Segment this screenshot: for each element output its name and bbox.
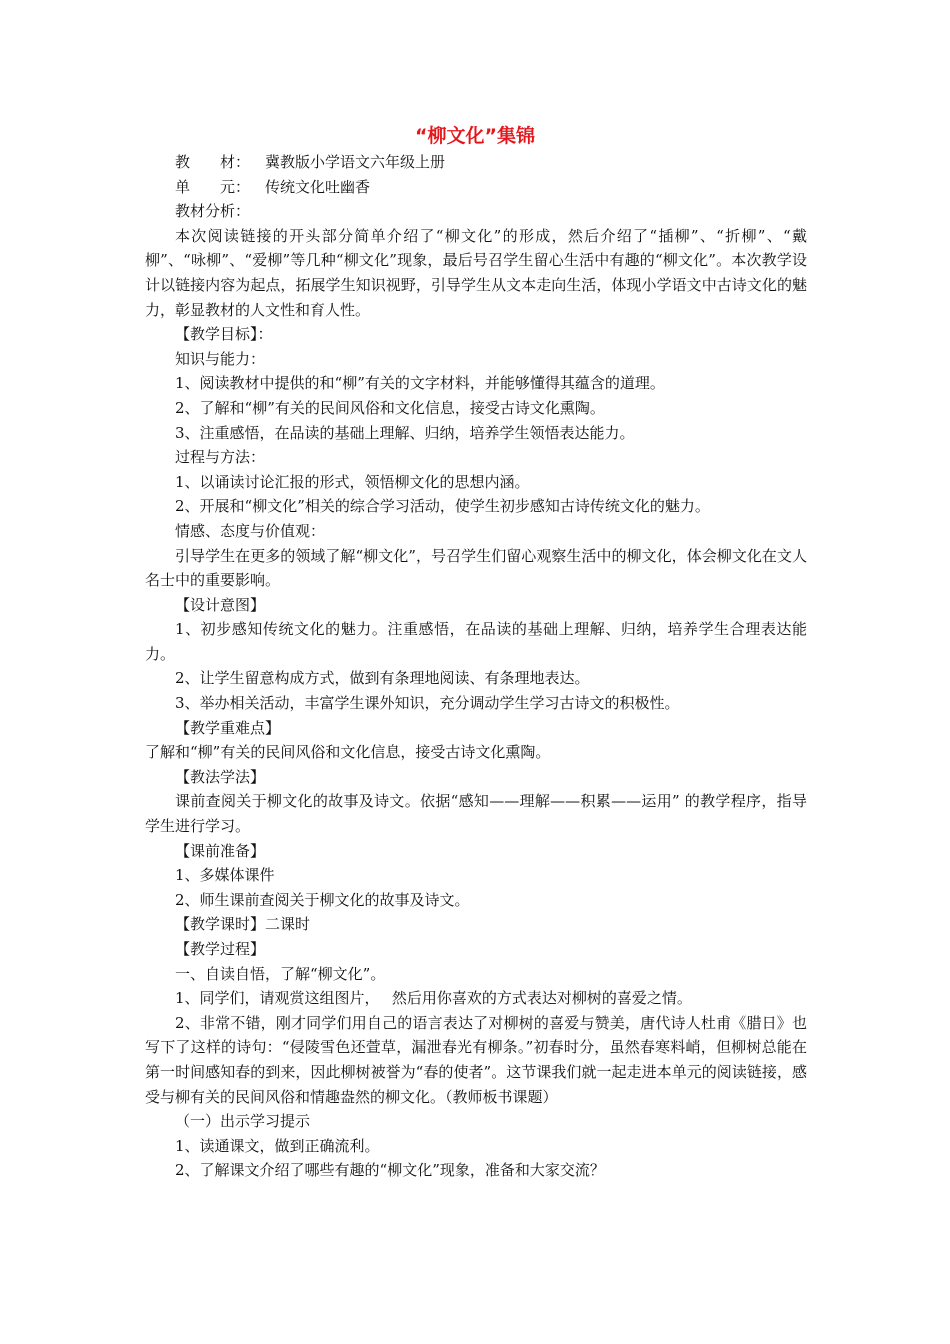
paragraph: 2、非常不错，刚才同学们用自己的语言表达了对柳树的喜爱与赞美，唐代诗人杜甫《腊日》也写下了这样的诗句：“侵陵雪色还萱草，漏泄春光有柳条。”初春时分，虽然春寒料峭，但柳树总能在第一时间感知春的到来，因此柳树被誉为“春的使者”。这节课我们就一起走进本单元的阅读链接，感受与柳有关的民间风俗和情趣盎然的柳文化。（教师板书课题） [145, 1013, 807, 1106]
meta-textbook-value: 冀教版小学语文六年级上册 [265, 153, 446, 171]
paragraph: 3、举办相关活动，丰富学生课外知识，充分调动学生学习古诗文的积极性。 [175, 694, 680, 713]
paragraph: 2、开展和“柳文化”相关的综合学习活动，使学生初步感知古诗传统文化的魅力。 [175, 497, 710, 516]
paragraph: 【教学课时】二课时 [175, 915, 311, 934]
paragraph: 知识与能力： [175, 349, 266, 368]
meta-textbook [145, 150, 807, 175]
paragraph: 课前查阅关于柳文化的故事及诗文。依据“感知——理解——积累——运用” 的教学程序，指导学生进行学习。 [145, 792, 807, 836]
paragraph: 引导学生在更多的领域了解“柳文化”，号召学生们留心观察生活中的柳文化，体会柳文化在文人名士中的重要影响。 [145, 546, 807, 590]
meta-unit [145, 175, 807, 200]
paragraph: 【设计意图】 [175, 595, 266, 614]
paragraph: 一、自读自悟，了解“柳文化”。 [175, 964, 386, 983]
paragraph: 1、初步感知传统文化的魅力。注重感悟，在品读的基础上理解、归纳，培养学生合理表达能力。 [145, 620, 807, 663]
paragraph: （一）出示学习提示 [175, 1112, 311, 1131]
paragraph: 【教学目标】： [175, 325, 273, 344]
paragraph: 【教法学法】 [175, 767, 266, 786]
paragraph: 2、师生课前查阅关于柳文化的故事及诗文。 [175, 890, 470, 909]
paragraph: 1、多媒体课件 [175, 866, 275, 885]
paragraph: 1、以诵读讨论汇报的形式，领悟柳文化的思想内涵。 [175, 472, 530, 491]
paragraph: 1、读通课文，做到正确流利。 [175, 1136, 380, 1155]
paragraph: 了解和“柳”有关的民间风俗和文化信息，接受古诗文化熏陶。 [145, 743, 551, 762]
paragraph: 3、注重感悟，在品读的基础上理解、归纳，培养学生领悟表达能力。 [175, 423, 635, 442]
paragraph: 2、了解课文介绍了哪些有趣的“柳文化”现象，准备和大家交流？ [175, 1161, 605, 1180]
meta-unit-label: 单 元： [175, 177, 251, 196]
paragraph-list [145, 199, 807, 1183]
document-body [145, 150, 807, 1183]
paragraph: 2、了解和“柳”有关的民间风俗和文化信息，接受古诗文化熏陶。 [175, 398, 605, 417]
meta-textbook-label: 教 材： [175, 153, 251, 171]
paragraph: 【课前准备】 [175, 841, 266, 860]
paragraph: 【教学重难点】 [175, 718, 281, 737]
paragraph: 过程与方法： [175, 448, 266, 467]
document-title: “柳文化”集锦 [415, 125, 535, 147]
paragraph: 情感、态度与价值观： [175, 521, 326, 540]
meta-unit-value: 传统文化吐幽香 [265, 177, 371, 196]
paragraph: 1、阅读教材中提供的和“柳”有关的文字材料，并能够懂得其蕴含的道理。 [175, 374, 665, 393]
paragraph: 【教学过程】 [175, 940, 266, 958]
paragraph: 教材分析： [175, 202, 251, 221]
paragraph: 1、同学们，请观赏这组图片， 然后用你喜欢的方式表达对柳树的喜爱之情。 [175, 989, 692, 1008]
paragraph: 2、让学生留意构成方式，做到有条理地阅读、有条理地表达。 [175, 669, 590, 688]
paragraph: 本次阅读链接的开头部分简单介绍了“柳文化”的形成，然后介绍了“插柳”、“折柳”、“戴柳”、“咏柳”、“爱柳”等几种“柳文化”现象，最后号召学生留心生活中有趣的“柳文化”。本次教学设计以链接内容为起点，拓展学生知识视野，引导学生从文本走向生活，体现小学语文中古诗文化的魅力，彰显教材的人文性和育人性。 [145, 226, 807, 319]
